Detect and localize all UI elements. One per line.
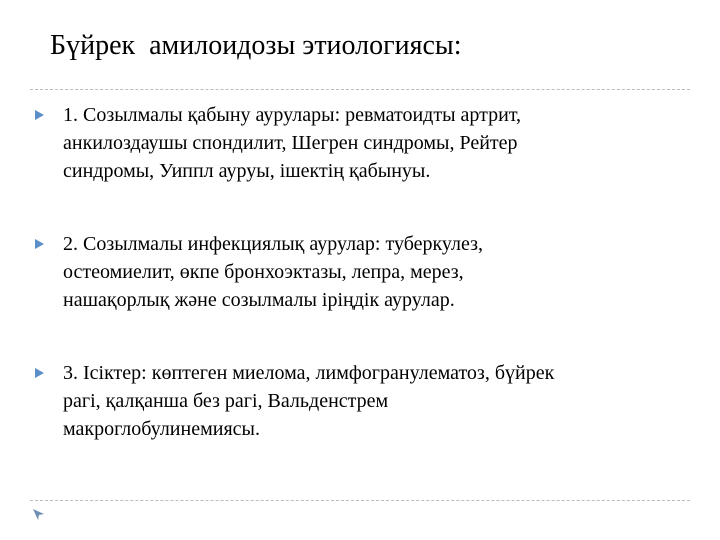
bullet-line: синдромы, Уиппл ауруы, ішектің қабынуы. — [63, 160, 431, 182]
triangle-bullet-icon — [35, 110, 44, 120]
bullet-line: остеомиелит, өкпе бронхоэктазы, лепра, мерез, — [63, 261, 464, 283]
triangle-bullet-icon — [35, 239, 44, 249]
triangle-bullet-icon — [35, 368, 44, 378]
bullet-line: рагі, қалқанша без рагі, Вальденстрем — [63, 390, 389, 412]
top-divider — [30, 89, 690, 90]
bullet-line: макроглобулинемиясы. — [63, 418, 260, 440]
bullet-line: 3. Ісіктер: көптеген миелома, лимфогранулематоз, бүйрек — [63, 362, 555, 384]
bullet-text — [63, 101, 675, 185]
slide-title: Бүйрек амилоидозы этиологиясы: — [50, 30, 462, 61]
bullet-text — [63, 230, 675, 314]
corner-arrow-icon — [31, 507, 45, 521]
bullet-line: нашақорлық және созылмалы іріңдік аурулар. — [63, 289, 455, 311]
bullet-line: анкилоздаушы спондилит, Шегрен синдромы, Рейтер — [63, 132, 518, 154]
bottom-divider — [30, 500, 690, 501]
bullet-line: 1. Созылмалы қабыну аурулары: ревматоидты артрит, — [63, 104, 522, 126]
bullet-text — [63, 359, 675, 443]
bullet-line: 2. Созылмалы инфекциялық аурулар: туберкулез, — [63, 233, 484, 255]
